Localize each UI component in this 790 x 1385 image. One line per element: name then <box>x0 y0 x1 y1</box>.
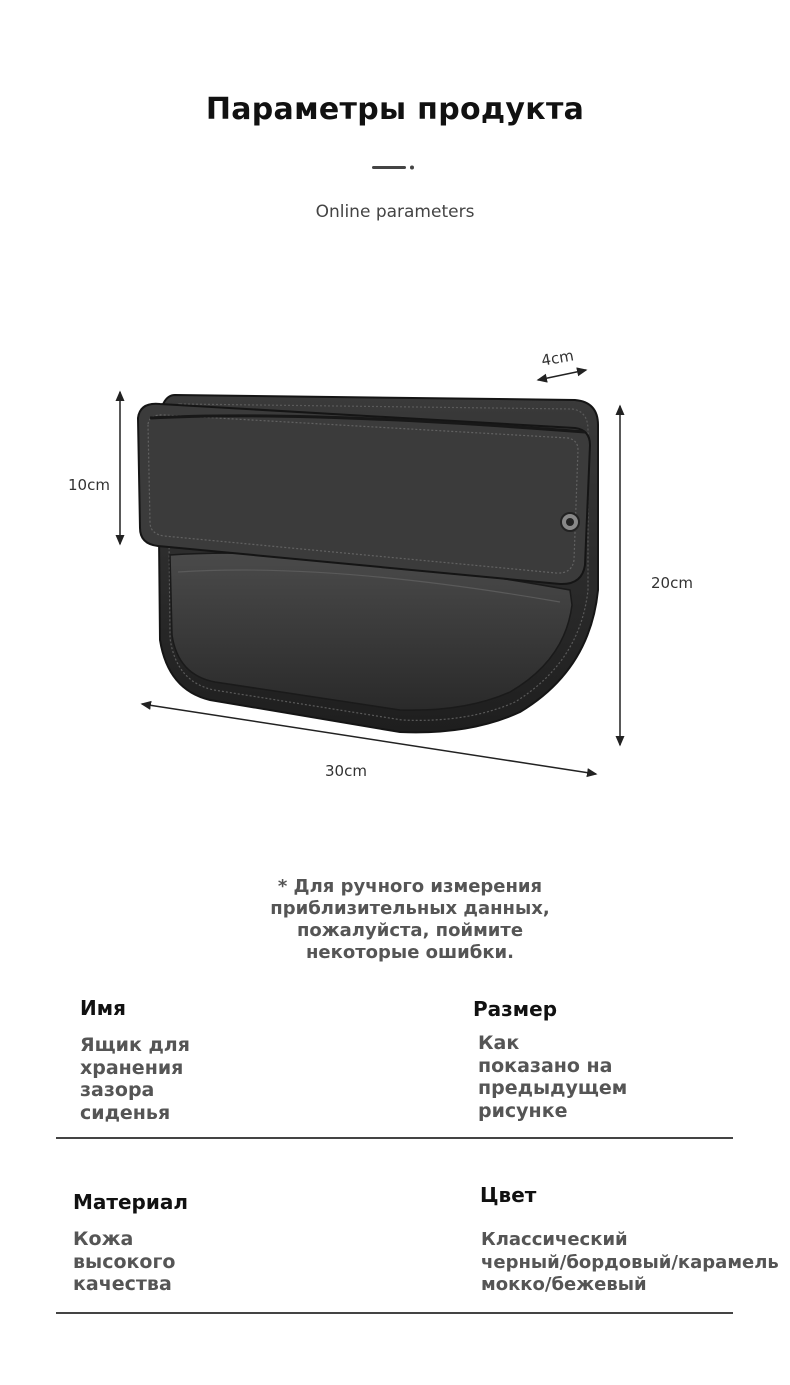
spec-material-value: Кожа высокого качества <box>73 1228 176 1295</box>
product-dimension-diagram <box>0 340 790 800</box>
dimension-width-label: 30cm <box>325 762 367 780</box>
dimension-height-label: 20cm <box>651 574 693 592</box>
spec-name-value: Ящик для хранения зазора сиденья <box>80 1034 190 1124</box>
spec-material-label: Материал <box>73 1190 189 1214</box>
page-subtitle: Online parameters <box>315 202 475 222</box>
spec-divider <box>56 1137 733 1139</box>
spec-divider <box>56 1312 733 1314</box>
seat-gap-organizer-image <box>138 395 598 732</box>
spec-color-value: Классический черный/бордовый/карамель мокко/бежевый <box>481 1229 779 1295</box>
spec-name-label: Имя <box>80 996 126 1020</box>
spec-size-value: Как показано на предыдущем рисунке <box>478 1032 628 1122</box>
spec-color-label: Цвет <box>480 1183 537 1207</box>
dimension-pocket-height-label: 10cm <box>68 476 110 494</box>
dimension-depth-label: 4cm <box>540 346 576 370</box>
title-divider <box>372 164 416 170</box>
spec-size-label: Размер <box>473 997 558 1021</box>
page-title: Параметры продукта <box>205 92 585 127</box>
measurement-note: * Для ручного измерения приблизительных данных, пожалуйста, поймите некоторые ошибки. <box>270 876 550 963</box>
